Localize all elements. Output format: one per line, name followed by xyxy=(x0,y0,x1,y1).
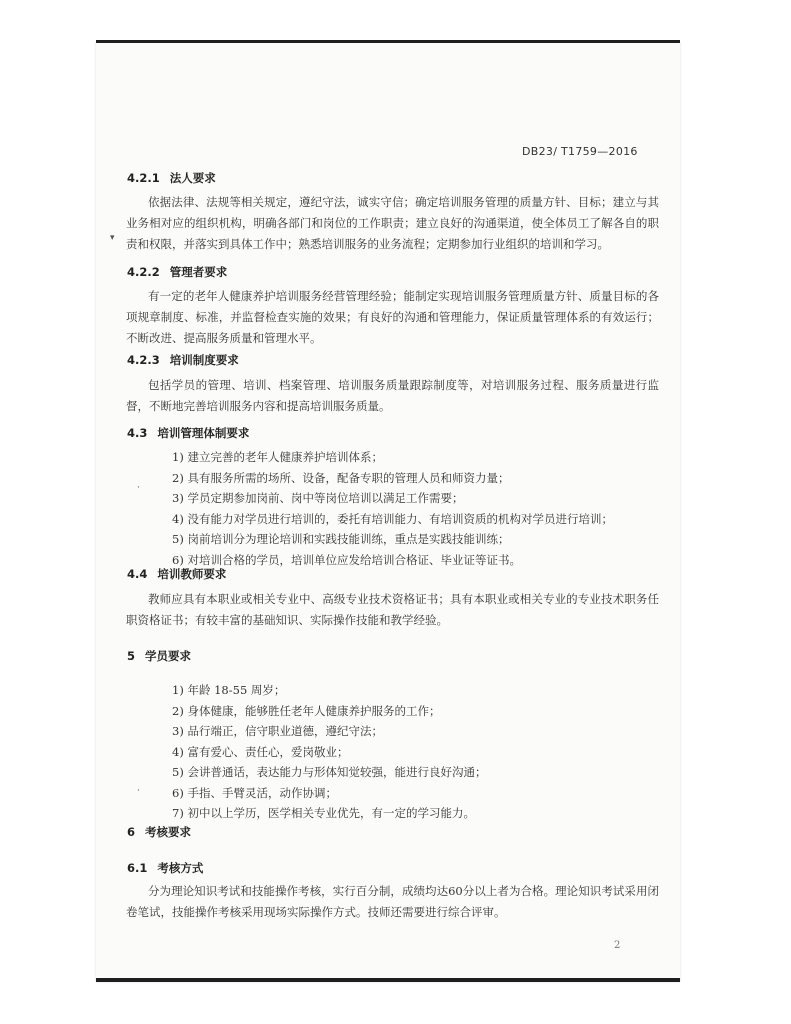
heading-4-2-2 xyxy=(127,264,227,280)
heading-number: 6 xyxy=(127,825,136,839)
heading-title: 培训制度要求 xyxy=(169,353,239,367)
list-item: 1) 年龄 18-55 周岁； xyxy=(172,683,286,697)
heading-number: 4.3 xyxy=(127,426,148,440)
heading-number: 4.4 xyxy=(127,567,148,581)
heading-number: 4.2.2 xyxy=(127,265,160,279)
list-item: 3) 学员定期参加岗前、岗中等岗位培训以满足工作需要； xyxy=(172,491,464,505)
list-item: 2) 具有服务所需的场所、设备，配备专职的管理人员和师资力量； xyxy=(172,470,510,485)
scan-edge-top xyxy=(96,40,680,43)
list-item: 5) 岗前培训分为理论培训和实践技能训练，重点是实践技能训练； xyxy=(172,532,510,546)
heading-4-3 xyxy=(127,425,249,441)
list-4-3 xyxy=(172,447,613,570)
list-item: 4) 富有爱心、责任心，爱岗敬业； xyxy=(172,744,349,759)
paragraph-4-2-2: 有一定的老年人健康养护培训服务经营管理经验；能制定实现培训服务管理质量方针、质量目标的各项规章制度、标准，并监督检查实施的效果；有良好的沟通和管理能力，保证质量管理体系的有效运行；不断改进、提高服务质量和管理水平。 xyxy=(126,289,659,345)
heading-title: 法人要求 xyxy=(169,171,216,185)
heading-number: 4.2.1 xyxy=(127,171,160,185)
heading-5 xyxy=(127,648,191,664)
scan-speck: ▾ xyxy=(110,233,115,243)
paragraph-4-2-1: 依据法律、法规等相关规定，遵纪守法，诚实守信；确定培训服务管理的质量方针、目标；建立与其业务相对应的组织机构，明确各部门和岗位的工作职责；建立良好的沟通渠道，使全体员工了解各自的职责和权限，并落实到具体工作中；熟悉培训服务的业务流程；定期参加行业组织的培训和学习。 xyxy=(126,195,659,251)
list-item: 7) 初中以上学历，医学相关专业优先，有一定的学习能力。 xyxy=(172,806,475,820)
heading-number: 5 xyxy=(127,649,136,663)
list-item: 6) 对培训合格的学员，培训单位应发给培训合格证、毕业证等证书。 xyxy=(172,552,521,567)
heading-title: 考核要求 xyxy=(145,825,192,839)
heading-number: 6.1 xyxy=(127,861,148,875)
heading-6-1 xyxy=(127,860,203,876)
paragraph-6-1: 分为理论知识考试和技能操作考核，实行百分制，成绩均达60分以上者为合格。理论知识考试采用闭卷笔试，技能操作考核采用现场实际操作方式。技师还需要进行综合评审。 xyxy=(126,884,659,919)
heading-4-2-3 xyxy=(127,352,239,368)
list-item: 6) 手指、手臂灵活，动作协调； xyxy=(172,785,337,800)
heading-6 xyxy=(127,824,191,840)
standard-code: DB23/ T1759—2016 xyxy=(522,145,638,158)
paragraph-4-2-3: 包括学员的管理、培训、档案管理、培训服务质量跟踪制度等，对培训服务过程、服务质量进行监督，不断地完善培训服务内容和提高培训服务质量。 xyxy=(126,378,659,413)
heading-title: 培训教师要求 xyxy=(157,567,227,581)
list-item: 2) 身体健康，能够胜任老年人健康养护服务的工作； xyxy=(172,703,441,718)
paragraph-4-4: 教师应具有本职业或相关专业中、高级专业技术资格证书；具有本职业或相关专业的专业技术职务任职资格证书；有较丰富的基础知识、实际操作技能和教学经验。 xyxy=(126,592,659,627)
heading-4-2-1 xyxy=(127,170,216,186)
page-number: 2 xyxy=(614,940,621,951)
scan-edge-bottom xyxy=(96,978,680,982)
list-item: 3) 品行端正，信守职业道德，遵纪守法； xyxy=(172,724,383,738)
list-item: 5) 会讲普通话，表达能力与形体知觉较强，能进行良好沟通； xyxy=(172,765,487,779)
heading-title: 管理者要求 xyxy=(169,265,228,279)
list-5 xyxy=(172,680,486,824)
heading-title: 培训管理体制要求 xyxy=(157,426,250,440)
heading-title: 学员要求 xyxy=(145,649,192,663)
heading-number: 4.2.3 xyxy=(127,353,160,367)
scan-speck: · xyxy=(137,786,140,796)
list-item: 4) 没有能力对学员进行培训的，委托有培训能力、有培训资质的机构对学员进行培训； xyxy=(172,511,613,526)
heading-title: 考核方式 xyxy=(157,861,204,875)
heading-4-4 xyxy=(127,566,226,582)
list-item: 1) 建立完善的老年人健康养护培训体系； xyxy=(172,450,383,464)
scan-speck: · xyxy=(137,483,140,493)
